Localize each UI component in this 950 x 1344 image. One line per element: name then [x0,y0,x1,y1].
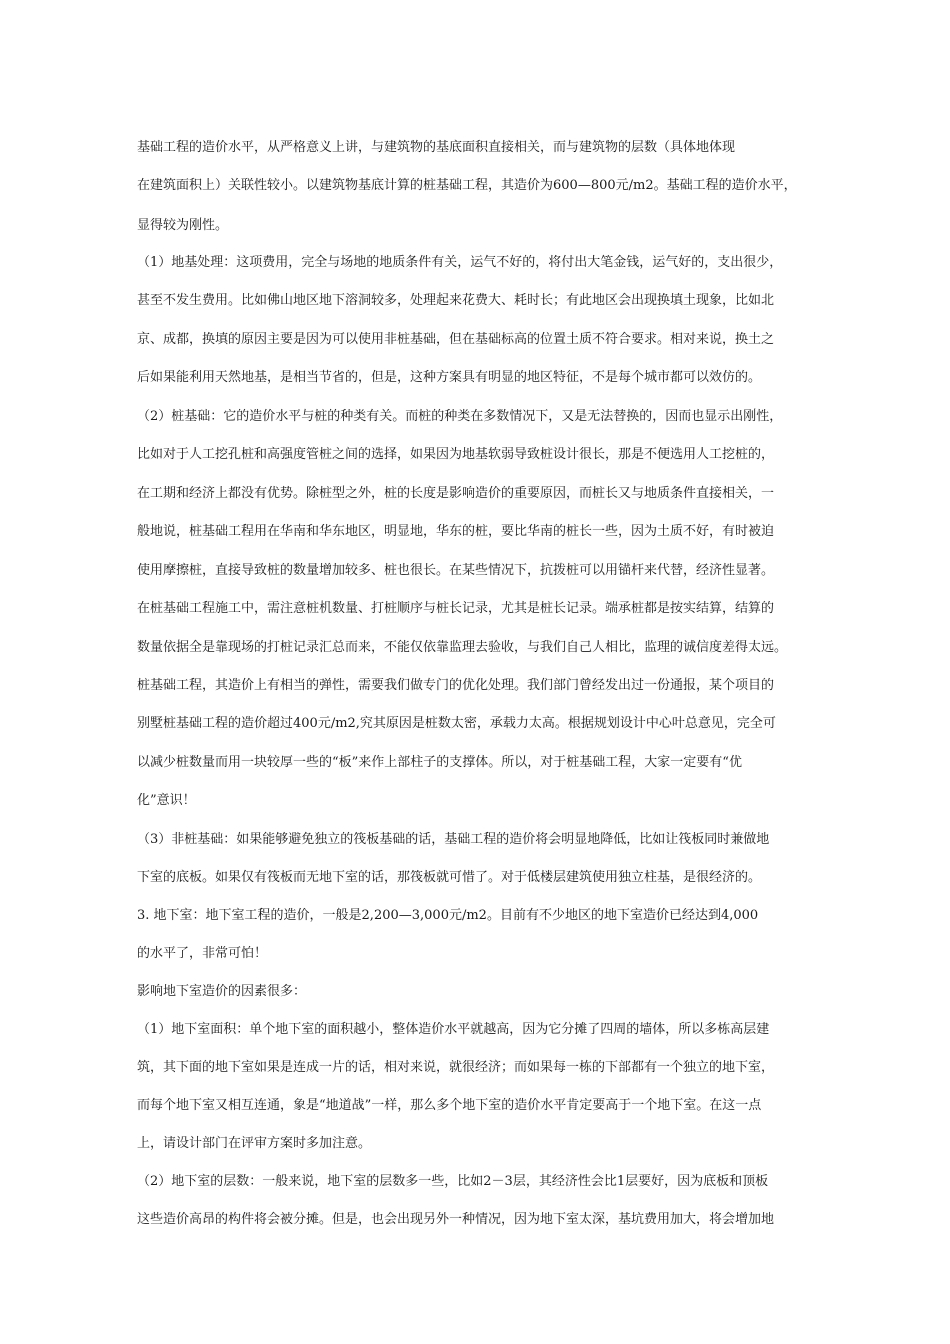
text-line: 般地说，桩基础工程用在华南和华东地区，明显地，华东的桩，要比华南的桩长一些，因为土质不好，有时被迫 [137,524,775,539]
text-line: 桩基础工程，其造价上有相当的弹性，需要我们做专门的优化处理。我们部门曾经发出过一份通报，某个项目的 [137,678,775,693]
text-line: 以减少桩数量而用一块较厚一些的“板”来作上部柱子的支撑体。所以，对于桩基础工程，大家一定要有“优 [137,755,742,770]
text-line: 在桩基础工程施工中，需注意桩机数量、打桩顺序与桩长记录，尤其是桩长记录。端承桩都是按实结算，结算的 [137,601,775,616]
text-line: （1）地下室面积：单个地下室的面积越小，整体造价水平就越高，因为它分摊了四周的墙体，所以多栋高层建 [137,1022,770,1037]
text-line: 的水平了，非常可怕！ [137,946,268,961]
text-line: 下室的底板。如果仅有筏板而无地下室的话，那筏板就可惜了。对于低楼层建筑使用独立柱基，是很经济的。 [137,870,762,885]
text-line: 影响地下室造价的因素很多： [137,984,307,999]
text-line: 显得较为刚性。 [137,218,229,233]
text-line: 后如果能利用天然地基，是相当节省的，但是，这种方案具有明显的地区特征，不是每个城市都可以效仿的。 [137,370,762,385]
text-line: 基础工程的造价水平，从严格意义上讲，与建筑物的基底面积直接相关，而与建筑物的层数（具体地体现 [137,140,736,155]
text-line: （1）地基处理：这项费用，完全与场地的地质条件有关，运气不好的，将付出大笔金钱，运气好的，支出很少， [137,255,783,270]
text-line: 这些造价高昂的构件将会被分摊。但是，也会出现另外一种情况，因为地下室太深，基坑费用加大，将会增加地 [137,1212,775,1227]
text-line: （2）桩基础：它的造价水平与桩的种类有关。而桩的种类在多数情况下，又是无法替换的，因而也显示出刚性， [137,409,783,424]
text-line: 在工期和经济上都没有优势。除桩型之外，桩的长度是影响造价的重要原因，而桩长又与地质条件直接相关，一 [137,486,775,501]
text-line: （3）非桩基础：如果能够避免独立的筏板基础的话，基础工程的造价将会明显地降低，比如让筏板同时兼做地 [137,832,770,847]
text-line: 而每个地下室又相互连通，象是“地道战”一样，那么多个地下室的造价水平肯定要高于一个地下室。在这一点 [137,1098,762,1113]
text-line: （2）地下室的层数：一般来说，地下室的层数多一些，比如2－3层，其经济性会比1层要好，因为底板和顶板 [137,1174,769,1189]
text-line: 在建筑面积上）关联性较小。以建筑物基底计算的桩基础工程，其造价为600—800元/m2。基础工程的造价水平， [137,178,797,193]
text-line: 3. 地下室：地下室工程的造价，一般是2,200—3,000元/m2。目前有不少地区的地下室造价已经达到4,000 [137,908,759,923]
text-line: 甚至不发生费用。比如佛山地区地下溶洞较多，处理起来花费大、耗时长；有此地区会出现换填土现象，比如北 [137,293,775,308]
text-line: 化”意识！ [137,793,196,808]
text-line: 数量依据全是靠现场的打桩记录汇总而来，不能仅依靠监理去验收，与我们自己人相比，监理的诚信度差得太远。 [137,640,788,655]
text-line: 比如对于人工挖孔桩和高强度管桩之间的选择，如果因为地基软弱导致桩设计很长，那是不便选用人工挖桩的， [137,447,775,462]
text-line: 上，请设计部门在评审方案时多加注意。 [137,1136,372,1151]
text-line: 京、成都，换填的原因主要是因为可以使用非桩基础，但在基础标高的位置土质不符合要求。相对来说，换土之 [137,332,775,347]
text-line: 使用摩擦桩，直接导致桩的数量增加较多、桩也很长。在某些情况下，抗拨桩可以用锚杆来代替，经济性显著。 [137,563,775,578]
text-line: 别墅桩基础工程的造价超过400元/m2,究其原因是桩数太密，承载力太高。根据规划设计中心叶总意见，完全可 [137,716,776,731]
text-line: 筑，其下面的地下室如果是连成一片的话，相对来说，就很经济；而如果每一栋的下部都有一个独立的地下室， [137,1060,775,1075]
